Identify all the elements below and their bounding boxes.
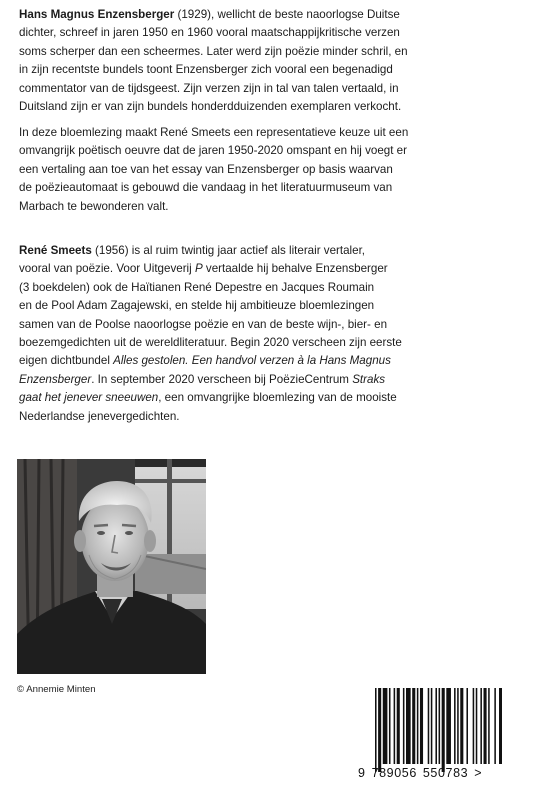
- barcode-bar: [476, 688, 478, 764]
- portrait-photo: [17, 459, 206, 674]
- barcode-bar: [406, 688, 411, 764]
- publisher-name: P: [194, 262, 203, 276]
- isbn-lead: 9: [358, 766, 366, 780]
- barcode-bar: [480, 688, 482, 764]
- book-title: Alles gestolen. Een handvol verzen à la Hans Magnus: [113, 354, 391, 368]
- barcode-bar: [484, 688, 487, 764]
- barcode-bar: [473, 688, 475, 764]
- barcode-bar: [435, 688, 437, 764]
- barcode-bar: [403, 688, 405, 764]
- barcode-bar: [397, 688, 400, 764]
- barcode-bar: [439, 688, 441, 764]
- barcode-bar: [375, 688, 377, 772]
- barcode-bar: [431, 688, 433, 764]
- barcode-bar: [389, 688, 391, 764]
- barcode-bar: [460, 688, 463, 764]
- barcode-bar: [442, 688, 445, 772]
- barcode-bar: [412, 688, 415, 764]
- barcode-bar: [428, 688, 430, 764]
- isbn-arrow: >: [474, 766, 483, 780]
- barcode-bar: [446, 688, 451, 764]
- isbn-digits: [358, 766, 482, 780]
- author-name: Hans Magnus Enzensberger: [19, 8, 175, 21]
- barcode-bar: [494, 688, 496, 764]
- barcode-bar: [488, 688, 490, 764]
- isbn-group-1: 789056: [371, 766, 417, 780]
- barcode-bar: [383, 688, 388, 764]
- author-bio: Hans Magnus Enzensberger (1929), wellicht de beste naoorlogse Duitse dichter, schreef in jaren 1950 en 1960 vooral maatschappijkritische verzen soms scherper dan een scheermes. Later werd zijn poëzie minder schril, en in zijn recentste bundels toont Enzensberger zich vooral een begenadigd commentator van de tijdsgeest. Zijn verzen zijn in tal van talen vertaald, in Duitsland zijn er van zijn bundels honderdduizenden exemplaren verkocht.: [19, 8, 408, 114]
- barcode-bar: [457, 688, 459, 764]
- anthology-description: In deze bloemlezing maakt René Smeets een representatieve keuze uit een omvangrijk poëtisch oeuvre dat de jaren 1950-2020 omspant en hij voegt er een vertaling aan toe van het essay van Enzensberger op basis waarvan de poëzieautomaat is gebouwd die vandaag in het literatuurmuseum van Marbach te bewonderen valt.: [19, 126, 409, 213]
- barcode-bar: [466, 688, 468, 764]
- barcode-bar: [420, 688, 423, 764]
- barcode-bar: [454, 688, 456, 764]
- barcode-bar: [417, 688, 419, 764]
- barcode-bar: [499, 688, 502, 764]
- translator-bio: René Smeets (1956) is al ruim twintig jaar actief als literair vertaler, vooral van poëzie. Voor Uitgeverij P vertaalde hij behalve Enzensberger (3 boekdelen) ook de Haïtianen René Depestre en Jacques Roumain en de Pool Adam Zagajewski, en stelde hij ambitieuze bloemlezingen samen van de Poolse naoorlogse poëzie en van de beste wijn-, bier- en boezemgedichten uit de wereldliteratuur. Begin 2020 verscheen zijn eerste eigen dichtbundel Alles gestolen. Een handvol verzen à la Hans Magnus Enzensberger. In september 2020 verscheen bij PoëzieCentrum Straks gaat het jenever sneeuwen, een omvangrijke bloemlezing van de mooiste Nederlandse jenevergedichten.: [19, 244, 402, 423]
- translator-name: René Smeets: [19, 244, 92, 257]
- photo-credit: © Annemie Minten: [17, 684, 96, 695]
- anthology-title: Straks: [352, 372, 386, 386]
- barcode-bar: [394, 688, 396, 764]
- isbn-group-2: 550783: [422, 766, 469, 780]
- barcode-bar: [378, 688, 381, 772]
